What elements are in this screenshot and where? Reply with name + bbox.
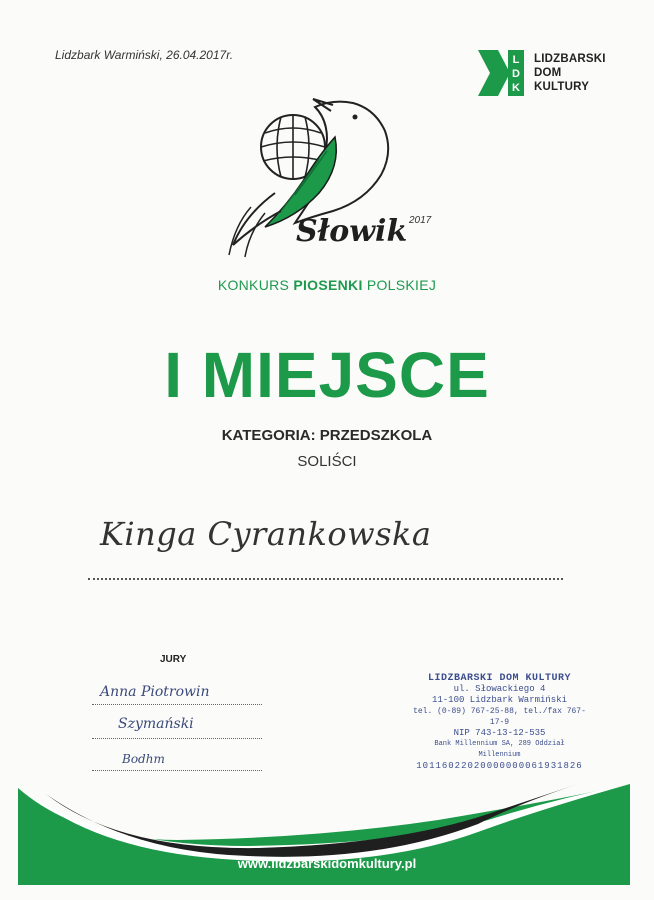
website-link[interactable]: www.lidzbarskidomkultury.pl <box>237 856 417 871</box>
signature-line-2 <box>92 738 262 739</box>
stamp-line-3: 11-100 Lidzbark Warmiński <box>431 695 568 705</box>
award-category: KATEGORIA: PRZEDSZKOLA <box>221 427 433 444</box>
organizer-logo <box>478 50 618 96</box>
jury-signature-3: Bodhm <box>122 752 165 766</box>
ldk-letter-l: L <box>512 54 520 66</box>
organizer-name-line-1: LIDZBARSKI <box>534 53 606 65</box>
organizer-name <box>534 52 606 94</box>
ldk-letter-d: D <box>512 68 520 80</box>
winner-dotted-line <box>88 578 563 580</box>
ldk-letter-k: K <box>512 82 520 94</box>
organizer-name-line-3: KULTURY <box>534 81 590 93</box>
award-subcategory: SOLIŚCI <box>297 453 357 470</box>
jury-signature-2: Szymański <box>118 716 194 732</box>
stamp-line-6: Bank Millennium SA, 289 Oddział Millennium <box>434 740 565 759</box>
stamp-line-4: tel. (0-89) 767-25-88, tel./fax 767-17-9 <box>413 707 586 727</box>
contest-brand: Słowik <box>296 214 408 249</box>
organizer-name-line-2: DOM <box>534 67 562 79</box>
signature-line-3 <box>92 770 262 771</box>
tagline-suffix: POLSKIEJ <box>362 277 437 293</box>
award-place: I MIEJSCE <box>164 339 490 411</box>
winner-name: Kinga Cyrankowska <box>100 515 432 553</box>
jury-heading: JURY <box>160 654 187 665</box>
jury-signature-1: Anna Piotrowin <box>100 684 210 700</box>
signature-line-1 <box>92 704 262 705</box>
ldk-logo-icon <box>478 50 526 96</box>
stamp-line-7: 10116022020000000061931826 <box>416 761 583 771</box>
organizer-stamp <box>412 673 587 772</box>
tagline-bold: PIOSENKI <box>293 277 363 293</box>
stamp-line-5: NIP 743-13-12-535 <box>453 728 546 738</box>
tagline-prefix: KONKURS <box>217 277 294 293</box>
contest-tagline <box>0 277 654 293</box>
stamp-line-2: ul. Słowackiego 4 <box>453 684 546 694</box>
stamp-line-1: LIDZBARSKI DOM KULTURY <box>427 673 572 684</box>
contest-year: 2017 <box>409 215 432 226</box>
issue-date: Lidzbark Warmiński, 26.04.2017r. <box>55 48 234 62</box>
